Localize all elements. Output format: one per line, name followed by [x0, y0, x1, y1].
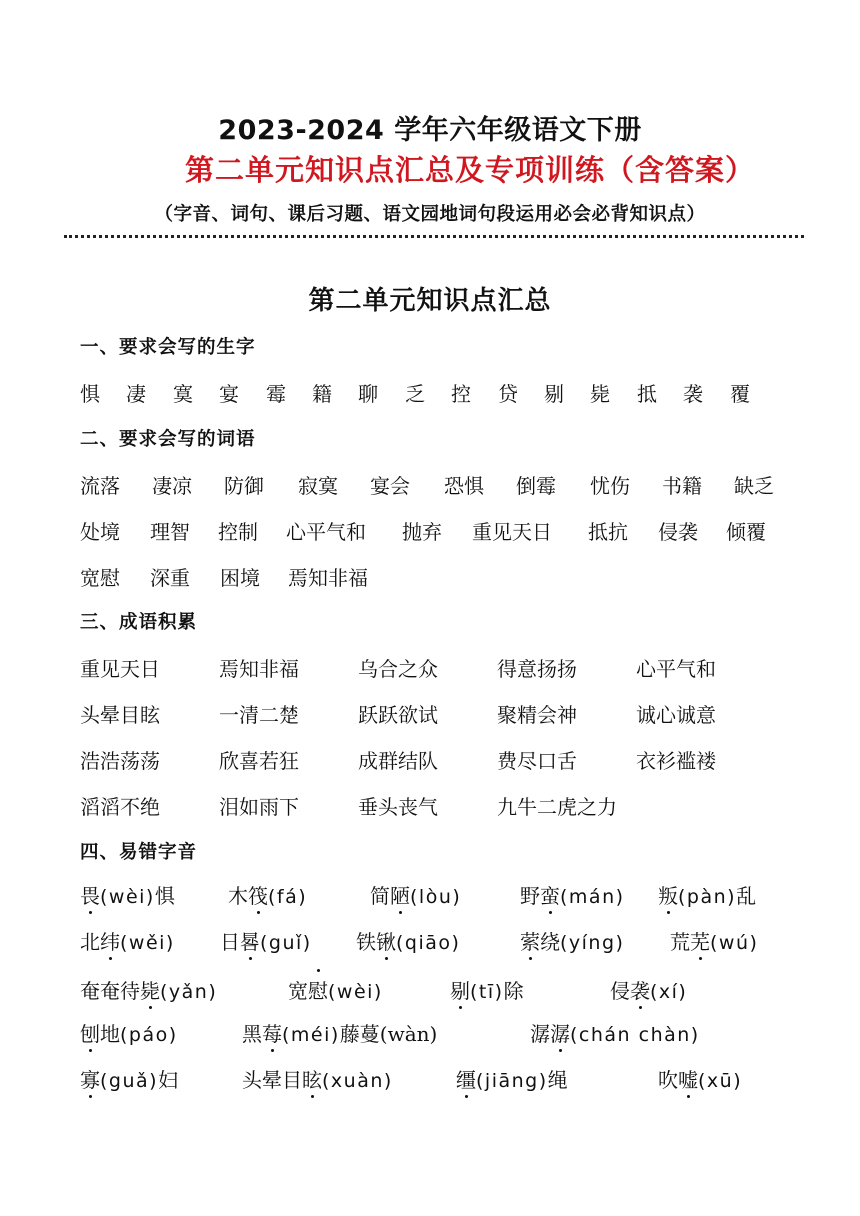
dotted-char: 毙 — [140, 975, 160, 1004]
word-suffix: 绕 — [540, 930, 560, 954]
dotted-char: 晷 — [240, 926, 260, 955]
dotted-char: 潺 — [550, 1018, 570, 1047]
pinyin-item — [288, 975, 383, 1004]
pinyin-item — [530, 1018, 700, 1047]
char-item: 控 — [451, 382, 471, 406]
pinyin-item — [80, 975, 217, 1004]
pinyin-item — [658, 1064, 742, 1093]
pinyin-text: (guǎ) — [100, 1070, 159, 1092]
pinyin-item — [80, 1018, 178, 1047]
pinyin-item — [520, 926, 624, 955]
word-item: 恐惧 — [444, 474, 484, 498]
char-item: 覆 — [730, 382, 750, 406]
dotted-char: 刨 — [80, 1018, 100, 1047]
word-prefix: 黑 — [242, 1022, 262, 1046]
idiom-item: 欣喜若狂 — [219, 749, 299, 773]
dotted-char: 蛮 — [540, 880, 560, 909]
dotted-char: 锹 — [376, 926, 396, 955]
pinyin-text: (lòu) — [410, 886, 462, 908]
char-item: 袭 — [683, 382, 703, 406]
word-prefix: 头晕目 — [242, 1068, 302, 1092]
doc-title-line1: 2023-2024 学年六年级语文下册 — [218, 115, 642, 146]
word-tail: 藤蔓(wàn) — [339, 1022, 438, 1046]
dotted-char: 芜 — [690, 926, 710, 955]
idiom-item: 诚心诚意 — [636, 703, 716, 727]
word-prefix: 日 — [220, 930, 240, 954]
pinyin-text: (yǎn) — [160, 981, 218, 1003]
word-item: 凄凉 — [152, 474, 192, 498]
word-prefix: 北 — [80, 930, 100, 954]
pinyin-text: (wěi) — [120, 932, 175, 954]
idiom-item: 浩浩荡荡 — [80, 749, 160, 773]
idiom-item: 心平气和 — [636, 657, 716, 681]
pinyin-item — [80, 926, 175, 955]
word-item: 书籍 — [662, 474, 702, 498]
pinyin-item — [370, 880, 461, 909]
pinyin-text: (qiāo) — [396, 932, 461, 954]
heading-s3: 三、成语积累 — [80, 612, 198, 633]
pinyin-item — [228, 880, 307, 909]
char-item: 惧 — [80, 382, 100, 406]
dotted-char: 莓 — [262, 1018, 282, 1047]
pinyin-text: (chán chàn) — [570, 1024, 700, 1046]
word-prefix: 简 — [370, 884, 390, 908]
word-prefix: 侵 — [610, 979, 630, 1003]
idiom-item: 焉知非福 — [219, 657, 299, 681]
dotted-char: 寡 — [80, 1064, 100, 1093]
pinyin-text: (méi) — [282, 1024, 340, 1046]
word-item: 防御 — [224, 474, 264, 498]
pinyin-item — [356, 926, 460, 955]
pinyin-item — [220, 926, 312, 955]
word-item: 宽慰 — [80, 566, 120, 590]
char-item: 宴 — [219, 382, 239, 406]
word-item: 困境 — [220, 566, 260, 590]
pinyin-text: (wèi) — [328, 981, 383, 1003]
pinyin-text: (xuàn) — [322, 1070, 393, 1092]
heading-s4: 四、易错字音 — [80, 842, 198, 863]
idiom-item: 乌合之众 — [358, 657, 438, 681]
word-prefix: 潺 — [530, 1022, 550, 1046]
word-tail: 绳 — [547, 1068, 568, 1092]
pinyin-item — [658, 880, 756, 909]
char-item: 抵 — [637, 382, 657, 406]
doc-title-line3: （字音、词句、课后习题、语文园地词句段运用必会必背知识点） — [154, 204, 706, 225]
idiom-item: 得意扬扬 — [497, 657, 577, 681]
idiom-item: 九牛二虎之力 — [497, 795, 617, 819]
idiom-item: 滔滔不绝 — [80, 795, 160, 819]
char-item: 贷 — [498, 382, 518, 406]
word-prefix: 木 — [228, 884, 248, 908]
word-prefix: 荒 — [670, 930, 690, 954]
word-tail: 妇 — [158, 1068, 179, 1092]
word-item: 忧伤 — [590, 474, 630, 498]
dotted-divider — [64, 235, 804, 238]
pinyin-text: (guǐ) — [260, 932, 312, 954]
char-item: 乏 — [405, 382, 425, 406]
word-item: 宴会 — [370, 474, 410, 498]
pinyin-text: (fá) — [268, 886, 308, 908]
word-suffix: 地 — [100, 1022, 120, 1046]
char-item: 寞 — [173, 382, 193, 406]
word-item: 寂寞 — [298, 474, 338, 498]
word-item: 处境 — [80, 520, 120, 544]
heading-s1: 一、要求会写的生字 — [80, 337, 256, 358]
pinyin-text: (jiāng) — [476, 1070, 548, 1092]
word-prefix: 宽 — [288, 979, 308, 1003]
word-prefix: 野 — [520, 884, 540, 908]
pinyin-text: (xí) — [650, 981, 688, 1003]
word-item: 控制 — [218, 520, 258, 544]
idiom-item: 费尽口舌 — [497, 749, 577, 773]
word-item: 重见天日 — [472, 520, 552, 544]
pinyin-item — [450, 975, 524, 1004]
word-item: 抛弃 — [402, 520, 442, 544]
dotted-char: 萦 — [520, 926, 540, 955]
word-prefix: 吹 — [658, 1068, 678, 1092]
pinyin-item — [670, 926, 758, 955]
idiom-item: 成群结队 — [358, 749, 438, 773]
idiom-item: 一清二楚 — [219, 703, 299, 727]
dotted-char: 缰 — [456, 1064, 476, 1093]
idiom-item: 聚精会神 — [497, 703, 577, 727]
word-item: 缺乏 — [734, 474, 774, 498]
idiom-item: 衣衫褴褛 — [636, 749, 716, 773]
word-item: 心平气和 — [286, 520, 366, 544]
pinyin-text: (pàn) — [678, 886, 737, 908]
dotted-char: 叛 — [658, 880, 678, 909]
pinyin-text: (yíng) — [560, 932, 625, 954]
pinyin-item — [610, 975, 687, 1004]
pinyin-item — [456, 1064, 568, 1093]
word-tail: 惧 — [154, 884, 175, 908]
dotted-char: 陋 — [390, 880, 410, 909]
pinyin-text: (wèi) — [100, 886, 155, 908]
char-item: 毙 — [590, 382, 610, 406]
pinyin-item — [80, 1064, 178, 1093]
pinyin-text: (xū) — [698, 1070, 743, 1092]
dotted-char: 袭 — [630, 975, 650, 1004]
char-item: 凄 — [126, 382, 146, 406]
word-item: 焉知非福 — [288, 566, 368, 590]
dotted-char: 眩 — [302, 1064, 322, 1093]
word-item: 倾覆 — [726, 520, 766, 544]
char-item: 霉 — [266, 382, 286, 406]
char-item: 聊 — [358, 382, 378, 406]
pinyin-text: (páo) — [120, 1024, 178, 1046]
idiom-item: 头晕目眩 — [80, 703, 160, 727]
dotted-char: 筏 — [248, 880, 268, 909]
word-item: 侵袭 — [658, 520, 698, 544]
pinyin-item — [80, 880, 175, 909]
idiom-item: 垂头丧气 — [358, 795, 438, 819]
word-item: 抵抗 — [588, 520, 628, 544]
pinyin-item — [520, 880, 625, 909]
idiom-item: 泪如雨下 — [219, 795, 299, 819]
pinyin-text: (mán) — [560, 886, 625, 908]
dotted-char: 剔 — [450, 975, 470, 1004]
doc-title-line2: 第二单元知识点汇总及专项训练（含答案） — [184, 153, 755, 187]
pinyin-item — [242, 1018, 437, 1047]
word-tail: 乱 — [736, 884, 757, 908]
word-item: 理智 — [150, 520, 190, 544]
word-prefix: 奄奄待 — [80, 979, 140, 1003]
dotted-char: 纬 — [100, 926, 120, 955]
pinyin-text: (tī) — [470, 981, 504, 1003]
section-title: 第二单元知识点汇总 — [308, 286, 552, 316]
char-item: 籍 — [312, 382, 332, 406]
idiom-item: 重见天日 — [80, 657, 160, 681]
word-item: 倒霉 — [516, 474, 556, 498]
pinyin-item — [242, 1064, 393, 1093]
word-item: 深重 — [150, 566, 190, 590]
char-item: 剔 — [544, 382, 564, 406]
dotted-char: 嘘 — [678, 1064, 698, 1093]
dotted-char: 慰 — [308, 975, 328, 1004]
pinyin-text: (wú) — [710, 932, 759, 954]
word-prefix: 铁 — [356, 930, 376, 954]
word-tail: 除 — [503, 979, 524, 1003]
heading-s2: 二、要求会写的词语 — [80, 429, 256, 450]
word-item: 流落 — [80, 474, 120, 498]
dotted-char: 畏 — [80, 880, 100, 909]
idiom-item: 跃跃欲试 — [358, 703, 438, 727]
